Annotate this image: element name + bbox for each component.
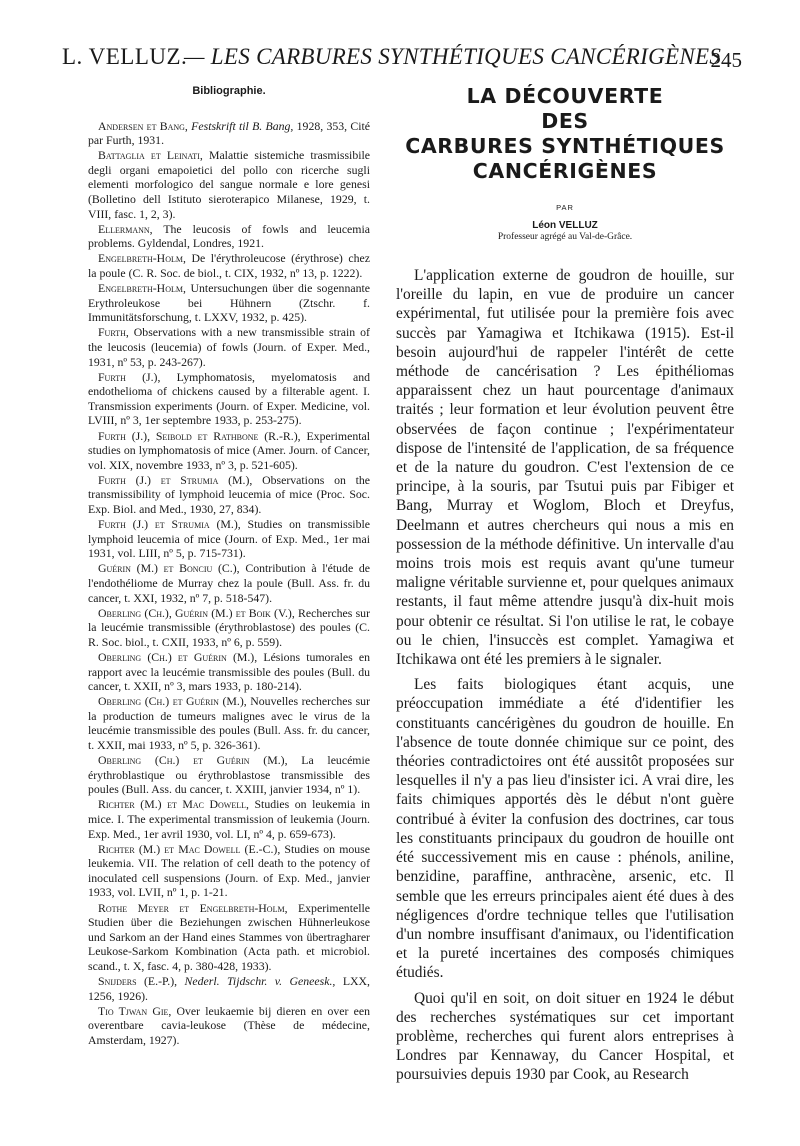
article-title-line: DES bbox=[541, 109, 589, 133]
entry-authors: Furth (J.), Seibold et Rathbone (R.-R.), bbox=[98, 428, 301, 443]
entry-citation: Studies on leukemia in mice. I. The experimental transmission of leukemia (Journ. Exp. Med., 1er avril 1930, vol. LI, nº 4, p. 659-673). bbox=[88, 797, 371, 841]
entry-citation: LXX, 1256, 1926). bbox=[88, 974, 371, 1003]
bibliography-entry bbox=[88, 148, 370, 221]
entry-citation: The leucosis of fowls and leucemia problems. Gyldendal, Londres, 1921. bbox=[88, 221, 370, 251]
entry-citation: La leucémie érythroblastique ou érythroblastose transmissible des poules (Bull. Ass. du cancer, t. XXIII, janvier 1934, nº 1). bbox=[88, 753, 370, 797]
entry-authors: Tio Tjwan Gie, bbox=[98, 1003, 172, 1018]
entry-citation: Studies on transmissible lymphoid leucemia of mice (Journ. of Exp. Med., 1er mai 1931, vol. LIII, nº 5, p. 715-731). bbox=[88, 517, 370, 561]
bibliography-entry bbox=[88, 281, 370, 325]
bibliography-entry bbox=[88, 797, 370, 841]
bibliography-entry bbox=[88, 650, 370, 694]
bibliography-entry bbox=[88, 606, 370, 650]
par-label: PAR bbox=[556, 203, 574, 212]
article-paragraph: Les faits biologiques étant acquis, une préoccupation immédiate a été d'identifier les constituants cancérigènes du goudron de houille. En l'absence de toute donnée chimique sur ce point, des théories contradictoires ont été aussitôt proposées sur lesquelles il n'y a pas lieu d'insister ici. A vrai dire, les faits chimiques apportés dès le début n'ont guère contribué à éviter la confusion des doctrines, car tous les constituants principaux du goudron de houille ont été successivement mis en cause : phénols, aniline, benzidine, paraffine, anthracène, arsenic, etc. Il semble que les erreurs principales aient été dues à des négligences d'ordre technique telles que l'utilisation d'un nombre insuffisant d'animaux, ou l'identification et la pureté incertaines des composés chimiques étudiés. bbox=[396, 676, 734, 982]
article-title bbox=[396, 84, 734, 183]
bibliography-entry bbox=[88, 694, 370, 752]
entry-citation: Experimental studies on lymphomatosis of mice (Amer. Journ. of Cancer, vol. XIX, novembre 1933, nº 3, p. 521-605). bbox=[88, 428, 371, 472]
entry-authors: Richter (M.) et Mac Dowell (E.-C.), bbox=[98, 841, 281, 856]
bibliography-column bbox=[88, 84, 370, 1048]
entry-citation: Observations on the transmissibility of lymphoid leucemia of mice (Proc. Soc. Exp. Biol. and Med., 1930, 27, 834). bbox=[88, 472, 371, 517]
entry-authors: Furth (J.) et Strumia (M.), bbox=[98, 472, 253, 487]
entry-citation: Over leukaemie bij dieren en over een overentbare cavia-leukose (Thèse de médecine, Amsterdam, 1927). bbox=[88, 1003, 370, 1047]
bibliography-entry bbox=[88, 517, 370, 561]
bibliography-entry bbox=[88, 1004, 370, 1048]
entry-authors: Oberling (Ch.), Guérin (M.) et Boik (V.), bbox=[98, 605, 295, 620]
entry-citation: Observations with a new transmissible strain of the leucosis (leucemia) of fowls (Journ. of Exper. Med., 1931, nº 53, p. 243-267). bbox=[88, 325, 370, 369]
bibliography-entry bbox=[88, 753, 370, 797]
entry-authors: Furth (J.), bbox=[98, 369, 161, 384]
bibliography-entry bbox=[88, 325, 370, 369]
bibliography-entry bbox=[88, 561, 370, 605]
entry-authors: Furth, bbox=[98, 325, 129, 340]
article-paragraph: Quoi qu'il en soit, on doit situer en 1924 le début des recherches systématiques sur cet important problème, recherches qui furent alors entreprises à Londres par Kennaway, du Cancer Hospital, et poursuivies depuis 1930 par Cook, au Research bbox=[396, 989, 734, 1084]
bibliography-entry bbox=[88, 222, 370, 251]
entry-citation: Lésions tumorales en rapport avec la leucémie transmissible des poules (Bull. du cancer, t. XXII, nº 3, mars 1933, p. 180-214). bbox=[88, 649, 370, 694]
entry-authors: Battaglia et Leinati, bbox=[98, 148, 203, 163]
entry-authors: Andersen et Bang, bbox=[98, 118, 188, 133]
article-title-line: LA DÉCOUVERTE bbox=[466, 84, 664, 108]
entry-authors: Furth (J.) et Strumia (M.), bbox=[98, 517, 241, 532]
entry-citation: Lymphomatosis, myelomatosis and endothelioma of chickens caused by a filterable agent. I. Transmission experiments (Journ. of Exper. Medicine, vol. LVIII, nº 3, 1er septembre 1933, p. 253-275). bbox=[88, 369, 371, 428]
bibliography-list bbox=[88, 119, 370, 1048]
page-number: 245 bbox=[710, 48, 742, 72]
bibliography-heading: Bibliographie. bbox=[192, 85, 266, 97]
bibliography-entry bbox=[88, 119, 370, 148]
article-title-line: CARBURES SYNTHÉTIQUES bbox=[405, 134, 725, 158]
entry-authors: Richter (M.) et Mac Dowell, bbox=[98, 797, 249, 812]
bibliography-entry bbox=[88, 429, 370, 473]
entry-journal: Nederl. Tijdschr. v. Geneesk., bbox=[184, 974, 336, 989]
author-byline: Léon VELLUZ bbox=[532, 220, 598, 231]
entry-authors: Oberling (Ch.) et Guérin (M.), bbox=[98, 753, 288, 768]
running-head-title: — LES CARBURES SYNTHÉTIQUES CANCÉRIGÈNES bbox=[184, 44, 722, 69]
entry-citation: Experimentelle Studien über die Beziehungen zwischen Hühnerleukose und Sarkom an der Hand eines Stammes von übertragharer Leukose-Sarkom Kombination (Acta path. et microbiol. scand., t. X, fasc. 4, p. 380-428, 1933). bbox=[88, 900, 371, 973]
entry-authors: Guérin (M.) et Bonciu (C.), bbox=[98, 561, 240, 576]
bibliography-entry bbox=[88, 974, 370, 1003]
bibliography-entry bbox=[88, 901, 370, 974]
entry-citation: Studies on mouse leukemia. VII. The relation of cell death to the potency of inoculated cell suspensions (Journ. of Exp. Med., janvier 1933, vol. LVII, nº 1, p. 1-21. bbox=[88, 841, 370, 900]
author-affiliation: Professeur agrégé au Val-de-Grâce. bbox=[497, 232, 633, 242]
entry-journal: Festskrift til B. Bang, bbox=[191, 118, 294, 133]
bibliography-entry bbox=[88, 370, 370, 428]
entry-authors: Snijders (E.-P.), bbox=[98, 974, 178, 989]
entry-authors: Ellermann, bbox=[98, 221, 153, 236]
running-head bbox=[62, 44, 742, 80]
entry-citation: Malattie sistemiche trasmissibile degli organi emapoietici del pollo con ricerche sugli elementi morfologico del sangue normale e lore genesi (Bolletino dell Istituto sieroterapico Milanese, 1929, t. VIII, fasc. 1, 2, 3). bbox=[88, 148, 371, 221]
entry-citation: De l'érythroleucose (érythrose) chez la poule (C. R. Soc. de biol., t. CIX, 1932, nº 13, p. 1222). bbox=[88, 251, 370, 281]
entry-authors: Engelbreth-Holm, bbox=[98, 251, 186, 266]
entry-authors: Oberling (Ch.) et Guérin (M.), bbox=[98, 694, 247, 709]
bibliography-entry bbox=[88, 251, 370, 280]
bibliography-entry bbox=[88, 473, 370, 517]
article-paragraph: L'application externe de goudron de houille, sur l'oreille du lapin, en vue de produire un cancer expérimental, fut utilisée pour la première fois avec succès par Yamagiwa et Itchikawa (1915). Est-il besoin aujourd'hui de rappeler l'intérêt de cette méthode de cancérisation ? Les épithéliomas apparaissent chez un haut pourcentage d'animaux traités ; leur formation et leur évolution peuvent être observées de façon continue ; l'expérimentateur dispose de l'intensité de l'application, de sa fréquence et de la nature du goudron. C'est l'extension de ce principe, à la souris, par Tsutui puis par Fibiger et Bang, Murray et Woglom, Bloch et Dreyfus, Deelmann et autres chercheurs qui nous a mis en possession de la méthode définitive. Un intervalle d'au moins trois mois est requis avant qu'une tumeur maligne véritable survienne et, pour quelques animaux restants, il faut même attendre jusqu'à dix-huit mois pour obtenir ce résultat. Si l'on utilise le rat, le cobaye ou le chien, l'insuccès est complet. Yamagiwa et Itchikawa ont été les premiers à le signaler. bbox=[396, 267, 734, 669]
article-title-line: CANCÉRIGÈNES bbox=[472, 159, 658, 183]
entry-citation: Recherches sur la leucémie transmissible (érythroblastose) des poules (C. R. Soc. biol., t. CXII, 1933, nº 6, p. 559). bbox=[88, 605, 371, 649]
entry-citation: Nouvelles recherches sur la production de tumeurs malignes avec le virus de la leucémie transmissible des poules (Bull. Ass. fr. du cancer, t. XXII, mai 1933, nº 5, p. 326-361). bbox=[88, 694, 370, 753]
entry-citation: Untersuchungen über die sogennante Erythroleukose bei Hühnern (Ztschr. f. Immunitätsforschung, t. LXXV, 1932, p. 425). bbox=[88, 281, 370, 325]
running-head-author: L. VELLUZ. bbox=[62, 44, 188, 69]
entry-authors: Engelbreth-Holm, bbox=[98, 281, 186, 296]
entry-authors: Oberling (Ch.) et Guérin (M.), bbox=[98, 649, 258, 664]
article-body bbox=[396, 266, 734, 1085]
bibliography-entry bbox=[88, 842, 370, 900]
entry-authors: Rothe Meyer et Engelbreth-Holm, bbox=[98, 900, 288, 915]
article-column bbox=[396, 84, 734, 1091]
entry-citation: 1928, 353, Cité par Furth, 1931. bbox=[88, 118, 371, 148]
entry-citation: Contribution à l'étude de l'endothéliome de Murray chez la poule (Bull. Ass. fr. du cancer, t. XXI, 1932, nº 7, p. 518-547). bbox=[88, 561, 371, 605]
